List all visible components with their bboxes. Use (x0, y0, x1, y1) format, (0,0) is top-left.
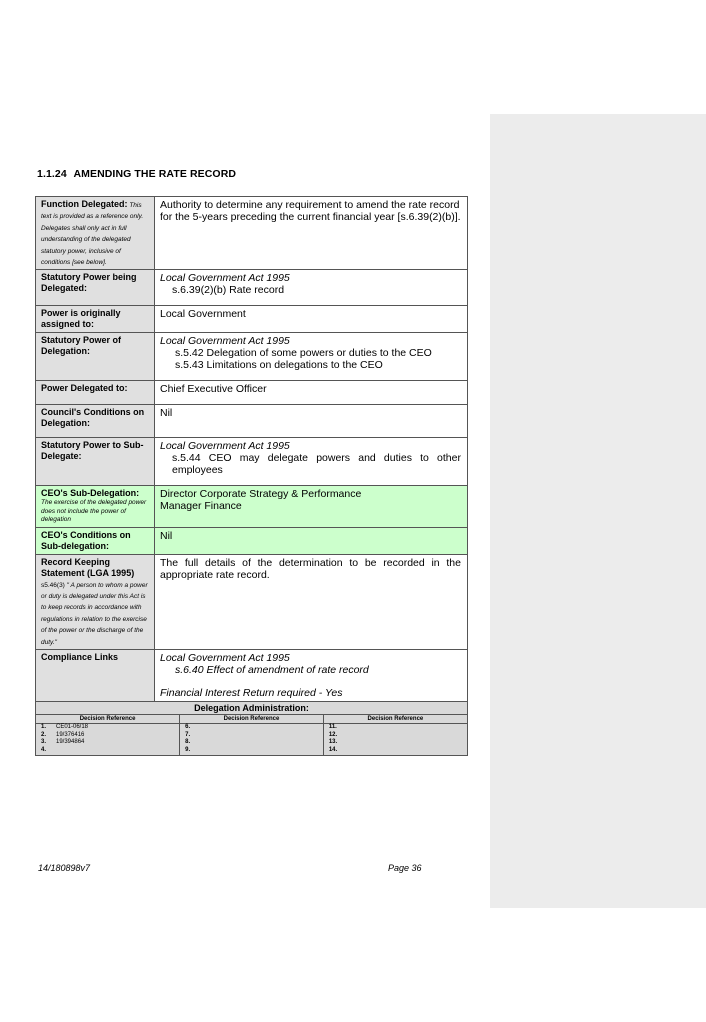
row-ceo-sub-delegation (36, 486, 468, 527)
value-record-keeping: The full details of the determination to be recorded in the appropriate rate record. (155, 554, 468, 649)
decision-reference-item: 8. (185, 739, 191, 746)
compliance-financial-return: Financial Interest Return required - Yes (160, 687, 343, 700)
value-ceo-conditions: Nil (155, 527, 468, 554)
label-statutory-power: Statutory Power being Delegated: (36, 270, 155, 306)
decision-reference-item: 14. (328, 746, 338, 753)
label-council-conditions: Council's Conditions on Delegation: (36, 405, 155, 438)
decision-reference-item: 7. (185, 731, 191, 738)
statutory-delegation-section-2: s.5.43 Limitations on delegations to the CEO (175, 359, 383, 372)
row-ceo-conditions (36, 527, 468, 554)
label-record-keeping (36, 554, 155, 649)
row-delegated-to (36, 381, 468, 405)
decision-reference-item: 4. (41, 746, 47, 753)
value-delegated-to: Chief Executive Officer (155, 381, 468, 405)
value-function-delegated (155, 197, 468, 270)
row-sub-delegate (36, 438, 468, 486)
decision-reference-item: 6. (185, 724, 191, 731)
decision-reference-item: 9. (185, 746, 191, 753)
decision-reference-item: 11. (328, 724, 337, 731)
label-compliance: Compliance Links (36, 650, 155, 702)
decision-reference-item: 3. 19/394864 (41, 739, 85, 746)
value-council-conditions: Nil (155, 405, 468, 438)
statutory-power-act: Local Government Act 1995 (160, 272, 290, 285)
row-function-delegated (36, 197, 468, 270)
decision-reference-header-2: Decision Reference (180, 715, 324, 724)
delegation-administration-title: Delegation Administration: (36, 702, 468, 715)
decision-reference-table (36, 715, 467, 755)
decision-reference-header-row (36, 715, 467, 724)
label-sub-delegate: Statutory Power to Sub-Delegate: (36, 438, 155, 486)
row-council-conditions (36, 405, 468, 438)
value-ceo-sub-delegation (155, 486, 468, 527)
record-keeping-note: " A person to whom a power or duty is delegated under this Act is to keep records in accordance with regulations in relation to the exercise of the power or the discharge of the duty." (41, 581, 148, 646)
record-keeping-label-text: Record Keeping Statement (LGA 1995) (41, 556, 135, 578)
value-compliance (155, 650, 468, 702)
decision-reference-header-3: Decision Reference (323, 715, 467, 724)
statutory-delegation-act: Local Government Act 1995 (160, 335, 290, 348)
label-function-delegated (36, 197, 155, 270)
decision-reference-col-1 (36, 724, 180, 756)
sub-delegate-act: Local Government Act 1995 (160, 440, 290, 453)
row-admin-grid (36, 715, 468, 756)
row-record-keeping (36, 554, 468, 649)
row-compliance (36, 650, 468, 702)
value-statutory-delegation (155, 333, 468, 381)
sub-delegate-section: s.5.44 CEO may delegate powers and duties to other employees (172, 452, 461, 477)
decision-reference-col-2 (180, 724, 324, 756)
ceo-sub-label-text: CEO's Sub-Delegation: (41, 488, 140, 499)
footer-page-number: Page 36 (388, 863, 422, 873)
decision-reference-header-1: Decision Reference (36, 715, 180, 724)
ceo-sub-delegate-1: Director Corporate Strategy & Performance (160, 488, 362, 501)
delegation-administration-grid (36, 715, 468, 756)
footer-document-reference: 14/180898v7 (38, 863, 91, 873)
compliance-section: s.6.40 Effect of amendment of rate record (175, 664, 369, 677)
decision-reference-body-row (36, 724, 467, 756)
decision-reference-item: 12. (328, 731, 338, 738)
label-assigned: Power is originally assigned to: (36, 306, 155, 333)
value-assigned: Local Government (155, 306, 468, 333)
decision-reference-col-3 (323, 724, 467, 756)
row-admin-title (36, 702, 468, 715)
section-heading (37, 168, 236, 180)
label-ceo-sub-delegation (36, 486, 155, 527)
ceo-sub-note: The exercise of the delegated power does not include the power of delegation (41, 499, 147, 524)
function-value-text: Authority to determine any requirement to amend the rate record for the 5-years preceding the current financial year [s.6.39(2)(b)]. (160, 199, 461, 223)
statutory-delegation-section-1: s.5.42 Delegation of some powers or duties to the CEO (175, 347, 432, 360)
function-note: This text is provided as a reference only. Delegates shall only act in full understanding of the delegated statutory power, inclusive of conditions [see below]. (41, 202, 144, 267)
decision-reference-item: 13. (328, 739, 338, 746)
comment-margin-pane (490, 114, 706, 908)
delegation-table (35, 196, 468, 756)
record-keeping-ref: s5.46(3) (41, 581, 65, 589)
row-statutory-power (36, 270, 468, 306)
ceo-sub-delegate-2: Manager Finance (160, 500, 242, 513)
value-statutory-power (155, 270, 468, 306)
label-delegated-to: Power Delegated to: (36, 381, 155, 405)
statutory-power-section: s.6.39(2)(b) Rate record (172, 284, 285, 297)
compliance-act: Local Government Act 1995 (160, 652, 290, 665)
function-label-text: Function Delegated: (41, 199, 128, 209)
row-statutory-delegation (36, 333, 468, 381)
section-title: AMENDING THE RATE RECORD (73, 168, 237, 180)
decision-reference-item: 2. 19/376416 (41, 731, 85, 738)
decision-reference-item: 1. CE01-06/18 (41, 724, 89, 731)
value-sub-delegate (155, 438, 468, 486)
label-ceo-conditions: CEO's Conditions on Sub-delegation: (36, 527, 155, 554)
row-assigned (36, 306, 468, 333)
label-statutory-delegation: Statutory Power of Delegation: (36, 333, 155, 381)
section-number: 1.1.24 (37, 168, 67, 180)
